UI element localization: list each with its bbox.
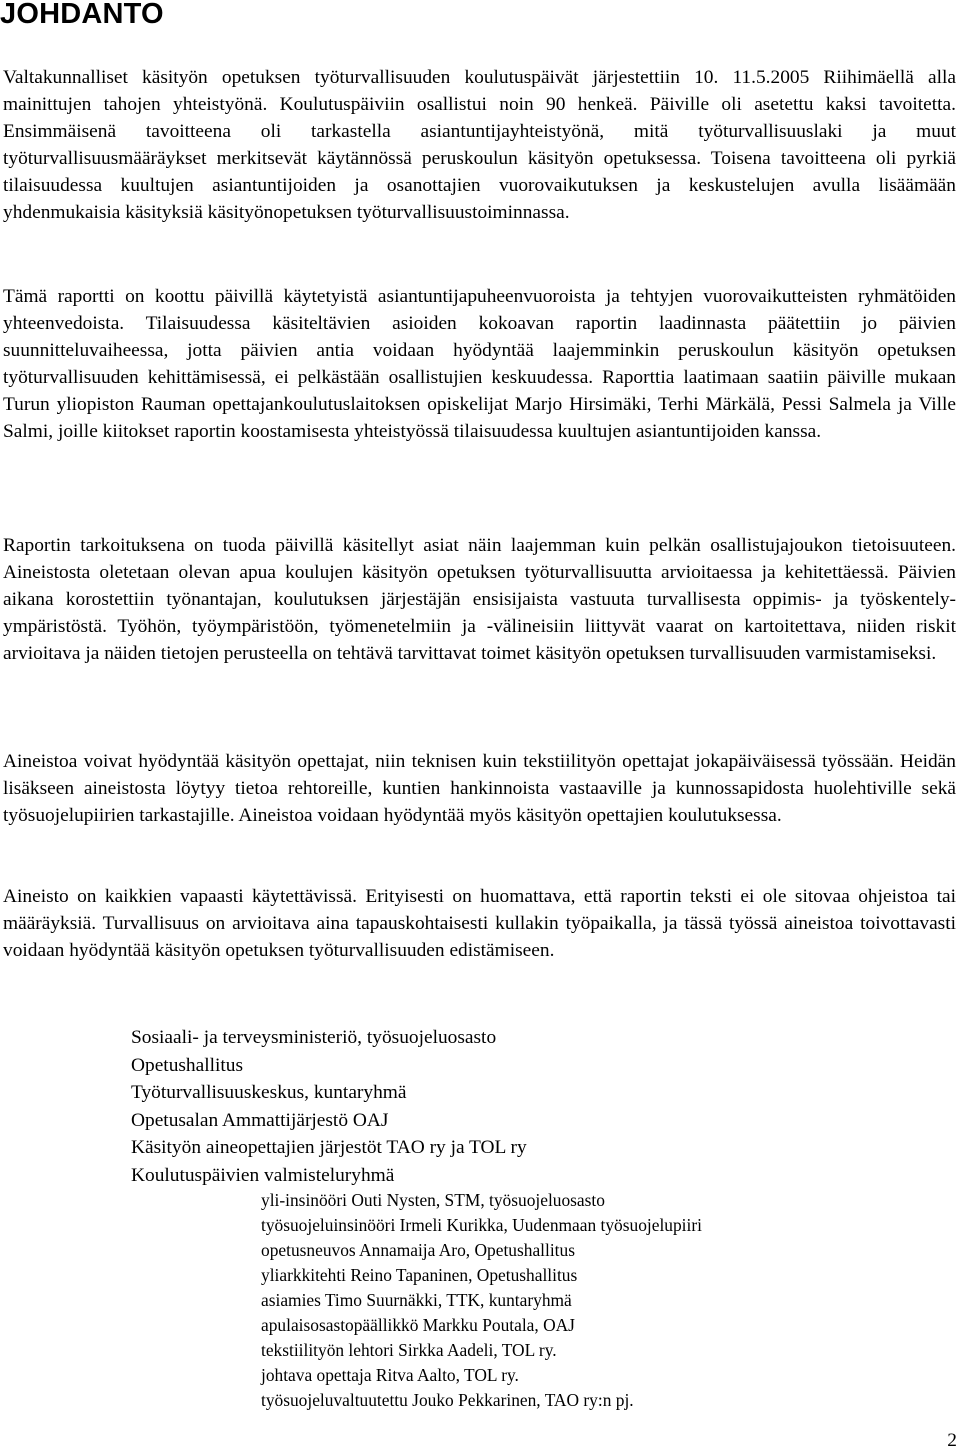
paragraph-text: Tämä raportti on koottu päivillä käytetyistä asiantuntijapuheenvuoroista ja tehtyjen vuorovaikutteisten ryhmätöiden yhteenvedoista. Tilaisuudessa käsiteltävien asioiden kokoavan raportin laadinnasta päätettiin jo päivien suunnitteluvaiheessa, jotta päivien antia voidaan hyödyntää laajemminkin peruskoulun käsityön opetuksen työturvallisuuden kehittämisessä, ei pelkästään osallistujien keskuudessa. Raporttia laatimaan saatiin päiville mukaan Turun yliopiston Rauman opettajankoulutuslaitoksen opiskelijat Marjo Hirsimäki, Terhi Märkälä, Pessi Salmela ja Ville Salmi, joille kiitokset raportin koostamisesta yhteistyössä tilaisuudessa kuultujen asiantuntijoiden kanssa. xyxy=(3,286,956,442)
organization-item: Opetushallitus xyxy=(131,1054,244,1076)
page-number: 2 xyxy=(947,1430,957,1451)
committee-member: yliarkkitehti Reino Tapaninen, Opetushallitus xyxy=(261,1265,578,1285)
paragraph-text: Raportin tarkoituksena on tuoda päivillä käsitellyt asiat näin laajemman kuin pelkän osallistujajoukon tietoisuuteen. Aineistosta oletetaan olevan apua koulujen käsityön opetuksen työturvallisuutta arvioitaessa ja kehitettäessä. Päivien aikana korostettiin työnantajan, koulutuksen järjestäjän ensisijaista vastuuta turvallisesta oppimis- ja työskentely-ympäristöstä. Työhön, työympäristöön, työmenetelmiin ja -välineisiin liittyvät vaarat on kartoitettava, niiden riskit arvioitava ja näiden tietojen perusteella on tehtävä tarvittavat toimet käsityön opetuksen turvallisuuden varmistamiseksi. xyxy=(3,535,956,664)
intro-paragraph-4 xyxy=(3,748,956,829)
committee-member: tekstiilityön lehtori Sirkka Aadeli, TOL ry. xyxy=(261,1340,557,1360)
intro-paragraph-5 xyxy=(3,883,956,964)
paragraph-text: Valtakunnalliset käsityön opetuksen työturvallisuuden koulutuspäivät järjestettiin 10. 11.5.2005 Riihimäellä alla mainittujen tahojen yhteistyönä. Koulutuspäiviin osallistui noin 90 henkeä. Päiville oli asetettu kaksi tavoitetta. Ensimmäisenä tavoitteena oli tarkastella asiantuntijayhteistyönä, mitä työturvallisuuslaki ja muut työturvallisuusmääräykset merkitsevät käytännössä peruskoulun käsityön opetuksessa. Toisena tavoitteena oli pyrkiä tilaisuudessa kuultujen asiantuntijoiden ja osanottajien vuorovaikutuksen ja keskustelujen avulla lisäämään yhdenmukaisia käsityksiä käsityönopetuksen työturvallisuustoiminnassa. xyxy=(3,67,956,223)
organization-item: Sosiaali- ja terveysministeriö, työsuojeluosasto xyxy=(131,1027,497,1048)
organization-item: Koulutuspäivien valmisteluryhmä xyxy=(131,1164,395,1186)
intro-paragraph-2 xyxy=(3,283,956,445)
organization-item: Työturvallisuuskeskus, kuntaryhmä xyxy=(131,1082,407,1103)
committee-member-list xyxy=(261,1188,702,1413)
committee-member: työsuojeluvaltuutettu Jouko Pekkarinen, TAO ry:n pj. xyxy=(261,1390,634,1410)
committee-member: asiamies Timo Suurnäkki, TTK, kuntaryhmä xyxy=(261,1290,572,1310)
paragraph-text: Aineisto on kaikkien vapaasti käytettävissä. Erityisesti on huomattava, että raportin teksti ei ole sitovaa ohjeistoa tai määräyksiä. Turvallisuus on arvioitava aina tapauskohtaisesti kullakin työpaikalla, ja tässä työssä aineistoa toivottavasti voidaan hyödyntää käsityön opetuksen työturvallisuuden edistämiseen. xyxy=(3,886,956,961)
committee-member: yli-insinööri Outi Nysten, STM, työsuojeluosasto xyxy=(261,1190,605,1210)
intro-paragraph-1 xyxy=(3,64,956,226)
organization-item: Käsityön aineopettajien järjestöt TAO ry ja TOL ry xyxy=(131,1137,527,1158)
committee-member: johtava opettaja Ritva Aalto, TOL ry. xyxy=(261,1365,519,1385)
organization-item: Opetusalan Ammattijärjestö OAJ xyxy=(131,1109,389,1131)
committee-member: työsuojeluinsinööri Irmeli Kurikka, Uudenmaan työsuojelupiiri xyxy=(261,1215,702,1235)
paragraph-text: Aineistoa voivat hyödyntää käsityön opettajat, niin teknisen kuin tekstiilityön opettajat jokapäiväisessä työssään. Heidän lisäkseen aineistosta löytyy tietoa rehtoreille, kuntien hankinnoista vastaaville ja kunnossapidosta huolehtiville sekä työsuojelupiirien tarkastajille. Aineistoa voidaan hyödyntää myös käsityön opettajien koulutuksessa. xyxy=(3,751,956,826)
page-title: JOHDANTO xyxy=(0,0,164,30)
committee-member: opetusneuvos Annamaija Aro, Opetushallitus xyxy=(261,1240,575,1260)
committee-member: apulaisosastopäällikkö Markku Poutala, OAJ xyxy=(261,1315,575,1335)
intro-paragraph-3 xyxy=(3,532,956,667)
organization-list xyxy=(131,1024,527,1189)
